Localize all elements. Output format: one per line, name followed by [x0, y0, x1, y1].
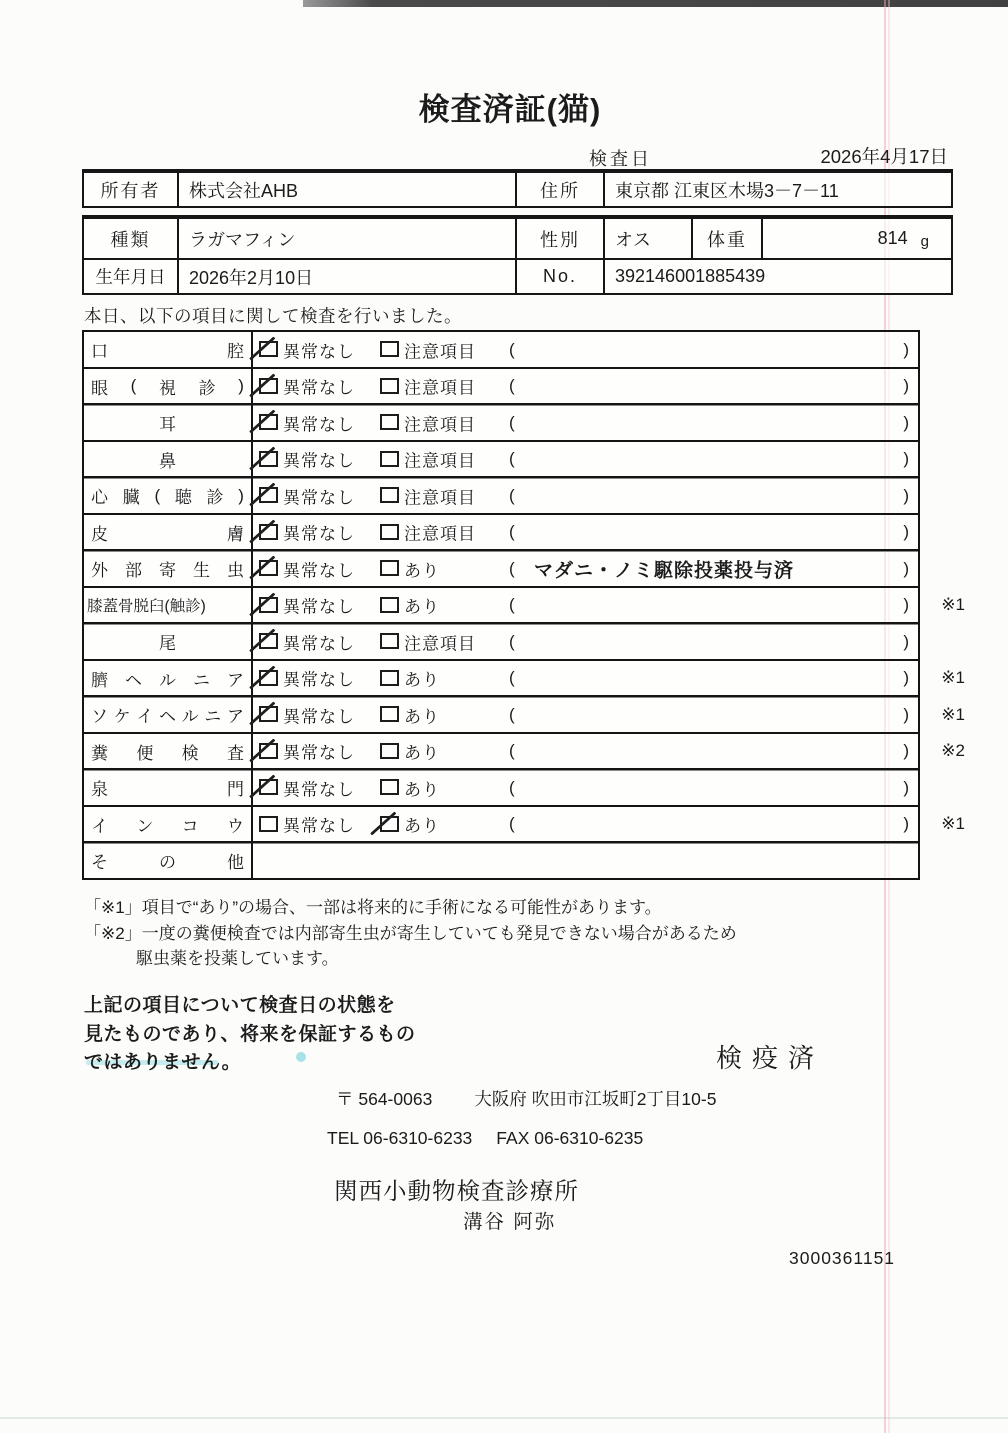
label-char: 診 — [198, 378, 216, 398]
exam-row — [82, 440, 920, 479]
pet-table — [82, 215, 953, 295]
exam-row-content — [253, 478, 918, 513]
label-char: イ — [91, 816, 108, 836]
checkbox-label: 異常なし — [283, 634, 355, 653]
checkbox-label: 異常なし — [283, 561, 355, 580]
exam-row — [82, 805, 965, 844]
paren-open: ( — [509, 631, 515, 651]
checkbox-label: 注意項目 — [404, 378, 476, 398]
checkbox-unchecked — [380, 451, 399, 467]
paren-close: ) — [903, 412, 909, 432]
label-char: 外 — [91, 561, 108, 580]
checkbox-label: 異常なし — [283, 816, 355, 836]
label-char: 他 — [227, 853, 244, 872]
exam-item-label — [84, 770, 253, 805]
checkbox-unchecked — [380, 341, 399, 357]
exam-item-label — [84, 478, 253, 513]
paren-close: ) — [903, 522, 909, 541]
label-char: ( — [154, 485, 161, 505]
label-char: ル — [159, 670, 176, 690]
exam-row — [82, 367, 920, 406]
label-char: ン — [136, 816, 154, 836]
exam-item-label — [84, 807, 253, 842]
label-char: 虫 — [227, 561, 244, 580]
paren-open: ( — [509, 412, 515, 432]
label-char: ウ — [226, 816, 244, 836]
reference-mark: ※2 — [941, 741, 965, 760]
exam-row — [82, 732, 965, 771]
label-char: 臍 — [91, 670, 108, 690]
checkbox-label: 注意項目 — [404, 634, 476, 653]
clinic-fax: FAX 06-6310-6235 — [496, 1128, 644, 1148]
checkbox-label: 異常なし — [283, 780, 355, 799]
label-char: 便 — [136, 743, 154, 763]
checkbox-unchecked — [380, 597, 399, 613]
paren-close: ) — [903, 339, 909, 359]
label-char: 生 — [193, 561, 210, 580]
checkbox-label: あり — [404, 707, 440, 726]
label-char: 診 — [206, 488, 224, 507]
sex-value: オス — [605, 219, 693, 258]
checkbox-label: 異常なし — [283, 378, 355, 398]
paren-close: ) — [903, 376, 909, 395]
label-char: ケ — [113, 707, 131, 726]
clinic-address: 大阪府 吹田市江坂町2丁目10-5 — [474, 1089, 717, 1109]
checkbox-label: 注意項目 — [404, 488, 476, 507]
exam-row-content — [253, 734, 918, 769]
checkbox-label: あり — [404, 780, 440, 799]
clinic-address-row — [336, 1086, 716, 1111]
paren-open: ( — [509, 777, 515, 797]
paren-open: ( — [509, 704, 515, 724]
checkbox-label: 注意項目 — [404, 342, 476, 361]
exam-row-content — [253, 369, 918, 404]
paren-close: ) — [903, 558, 909, 578]
sex-label: 性別 — [517, 219, 605, 258]
exam-item-label — [84, 843, 253, 878]
exam-item-label: 鼻 — [84, 442, 253, 477]
paren-close: ) — [903, 595, 909, 614]
weight-value-cell — [763, 219, 951, 258]
checkbox-unchecked — [259, 816, 278, 832]
label-char: 糞 — [91, 743, 108, 763]
paren-close: ) — [903, 449, 909, 468]
exam-note: マダニ・ノミ駆除投薬投与済 — [534, 560, 795, 581]
checkbox-checked — [380, 816, 399, 832]
label-char: ル — [181, 707, 199, 726]
paren-open: ( — [509, 376, 515, 395]
exam-row-content — [253, 551, 918, 586]
breed-value: ラガマフィン — [179, 219, 517, 258]
label-char: 門 — [227, 780, 244, 799]
label-char: 腔 — [227, 342, 244, 361]
exam-item-label: 膝蓋骨脱臼(触診) — [84, 588, 253, 623]
reference-mark: ※1 — [941, 668, 965, 687]
paren-open: ( — [509, 668, 515, 687]
exam-row — [82, 549, 920, 588]
owner-table — [82, 169, 953, 208]
label-char: そ — [91, 853, 108, 872]
paren-open: ( — [509, 741, 515, 760]
label-char: ヘ — [125, 670, 142, 690]
paren-close: ) — [903, 704, 909, 724]
breed-label: 種類 — [84, 219, 179, 258]
footnote-line: 「※2」一度の糞便検査では内部寄生虫が寄生していても発見できない場合があるため — [84, 923, 737, 943]
veterinarian-name: 溝谷 阿弥 — [463, 1211, 557, 1233]
footnote-line: 駆虫薬を投薬しています。 — [136, 949, 339, 968]
footnote-line: 「※1」項目で“あり”の場合、一部は将来的に手術になる可能性があります。 — [84, 898, 662, 917]
exam-item-label — [84, 551, 253, 586]
label-char: イ — [136, 707, 154, 726]
exam-row-content — [253, 807, 918, 842]
checkbox-unchecked — [380, 633, 399, 649]
label-char: 泉 — [91, 780, 108, 799]
exam-row-content — [253, 442, 918, 477]
label-char: ア — [226, 707, 244, 726]
exam-row — [82, 622, 920, 661]
checkbox-label: 異常なし — [283, 743, 355, 763]
checkbox-label: あり — [404, 816, 440, 836]
checkbox-label: あり — [404, 597, 440, 617]
exam-item-label: 尾 — [84, 624, 253, 659]
label-char: 部 — [125, 561, 142, 580]
weight-value: 814 — [877, 228, 908, 248]
label-char: 皮 — [91, 524, 108, 544]
exam-item-label — [84, 697, 253, 732]
checkbox-checked — [259, 378, 278, 394]
scan-artifact-top-bar — [303, 0, 1008, 7]
label-char: ニ — [204, 707, 222, 726]
label-char: ) — [238, 376, 244, 395]
owner-label: 所有者 — [84, 173, 179, 206]
exam-item-label — [84, 661, 253, 696]
exam-row-content — [253, 697, 918, 732]
exam-row — [82, 403, 920, 442]
address-value: 東京都 江東区木場3－7－11 — [615, 180, 839, 201]
checkbox-label: 注意項目 — [404, 451, 476, 471]
checkbox-unchecked — [380, 378, 399, 394]
exam-row-content — [253, 843, 918, 878]
exam-row-content — [253, 332, 918, 367]
checkbox-checked — [259, 487, 278, 503]
reference-mark: ※1 — [941, 814, 965, 833]
checkbox-label: 注意項目 — [404, 524, 476, 544]
paren-close: ) — [903, 777, 909, 797]
exam-row — [82, 659, 965, 698]
checkbox-checked — [259, 670, 278, 686]
label-char: ) — [238, 485, 244, 505]
paren-open: ( — [509, 522, 515, 541]
label-char: 口 — [91, 342, 108, 361]
label-char: 心 — [91, 488, 108, 507]
checkbox-checked — [259, 633, 278, 649]
checkbox-unchecked — [380, 414, 399, 430]
checkbox-unchecked — [380, 670, 399, 686]
paren-open: ( — [509, 485, 515, 505]
checkbox-checked — [259, 341, 278, 357]
checkbox-label: あり — [404, 743, 440, 763]
label-char: ( — [130, 376, 137, 395]
checkbox-label: 異常なし — [283, 597, 355, 617]
checkbox-unchecked — [380, 743, 399, 759]
disclaimer — [84, 992, 416, 1078]
checkbox-checked — [259, 451, 278, 467]
disclaimer-line: ではありません。 — [84, 1052, 242, 1073]
exam-row-content — [253, 770, 918, 805]
label-char: 検 — [181, 743, 199, 763]
paren-open: ( — [509, 558, 515, 578]
exam-item-label: 耳 — [84, 405, 253, 440]
clinic-postal: 〒 564-0063 — [336, 1089, 433, 1109]
label-char: 視 — [158, 378, 176, 398]
checkbox-label: 異常なし — [283, 488, 355, 507]
exam-row — [82, 330, 920, 369]
paren-open: ( — [509, 814, 515, 833]
checkbox-checked — [259, 779, 278, 795]
paren-close: ) — [903, 485, 909, 505]
exam-date-label: 検査日 — [589, 149, 652, 169]
exam-date-value: 2026年4月17日 — [820, 146, 948, 167]
checkbox-label: 異常なし — [283, 707, 355, 726]
checkbox-unchecked — [380, 779, 399, 795]
exam-row — [82, 513, 920, 552]
exam-row-content — [253, 588, 918, 623]
paren-open: ( — [509, 595, 515, 614]
exam-row — [82, 841, 920, 880]
checkbox-label: 異常なし — [283, 524, 355, 544]
checkbox-checked — [259, 706, 278, 722]
exam-table-body — [82, 330, 965, 880]
owner-value: 株式会社AHB — [179, 173, 517, 206]
checkbox-label: あり — [404, 561, 440, 580]
exam-item-label — [84, 332, 253, 367]
label-char: ソ — [91, 707, 108, 726]
clinic-name: 関西小動物検査診療所 — [334, 1178, 579, 1204]
checkbox-label: 注意項目 — [404, 415, 476, 434]
paren-close: ) — [903, 814, 909, 833]
label-char: 聴 — [174, 488, 192, 507]
clinic-tel: TEL 06-6310-6233 — [327, 1128, 473, 1148]
checkbox-label: 異常なし — [283, 670, 355, 690]
checkbox-label: 異常なし — [283, 342, 355, 361]
weight-label: 体重 — [693, 219, 763, 258]
label-char: ヘ — [158, 707, 176, 726]
checkbox-checked — [259, 743, 278, 759]
checkbox-checked — [259, 560, 278, 576]
checkbox-label: 異常なし — [283, 415, 355, 434]
number-label: No. — [517, 260, 605, 293]
label-char: 眼 — [91, 378, 108, 398]
exam-item-label — [84, 734, 253, 769]
paren-close: ) — [903, 631, 909, 651]
exam-row-content — [253, 405, 918, 440]
label-char: 寄 — [159, 561, 176, 580]
disclaimer-line: 見たものであり、将来を保証するもの — [84, 1023, 416, 1045]
exam-item-label — [84, 369, 253, 404]
exam-row — [82, 586, 965, 625]
reference-mark: ※1 — [941, 595, 965, 614]
checkbox-checked — [259, 597, 278, 613]
checkbox-unchecked — [380, 706, 399, 722]
paren-open: ( — [509, 339, 515, 359]
checkbox-label: あり — [404, 670, 440, 690]
document-number: 3000361151 — [789, 1248, 896, 1268]
quarantine-stamp: 検疫済 — [716, 1043, 825, 1073]
label-char: ア — [227, 670, 244, 690]
document-title: 検査済証(猫) — [418, 92, 602, 127]
exam-row — [82, 695, 965, 734]
reference-mark: ※1 — [941, 704, 965, 724]
clinic-tel-row — [327, 1128, 643, 1149]
intro-text: 本日、以下の項目に関して検査を行いました。 — [84, 306, 462, 326]
paren-close: ) — [903, 741, 909, 760]
footnotes — [84, 895, 737, 972]
checkbox-label: 異常なし — [283, 451, 355, 471]
exam-row-content — [253, 624, 918, 659]
checkbox-unchecked — [380, 524, 399, 540]
exam-item-label — [84, 515, 253, 550]
checkbox-checked — [259, 414, 278, 430]
birthdate-value: 2026年2月10日 — [179, 260, 517, 293]
checkbox-checked — [259, 524, 278, 540]
label-char: の — [159, 853, 176, 872]
scan-artifact-bottom-line — [0, 1417, 1008, 1419]
checkbox-unchecked — [380, 487, 399, 503]
label-char: 臓 — [122, 488, 140, 507]
address-label: 住所 — [517, 173, 605, 206]
weight-unit: g — [920, 233, 929, 250]
exam-row-content — [253, 661, 918, 696]
label-char: コ — [181, 816, 199, 836]
checkbox-unchecked — [380, 560, 399, 576]
paren-open: ( — [509, 449, 515, 468]
exam-row — [82, 768, 920, 807]
exam-row — [82, 476, 920, 515]
label-char: 査 — [226, 743, 244, 763]
disclaimer-line: 上記の項目について検査日の状態を — [84, 995, 396, 1016]
label-char: ニ — [193, 670, 210, 690]
exam-row-content — [253, 515, 918, 550]
label-char: 膚 — [227, 524, 244, 544]
number-value: 392146001885439 — [615, 266, 766, 286]
paren-close: ) — [903, 668, 909, 687]
birthdate-label: 生年月日 — [84, 260, 179, 293]
